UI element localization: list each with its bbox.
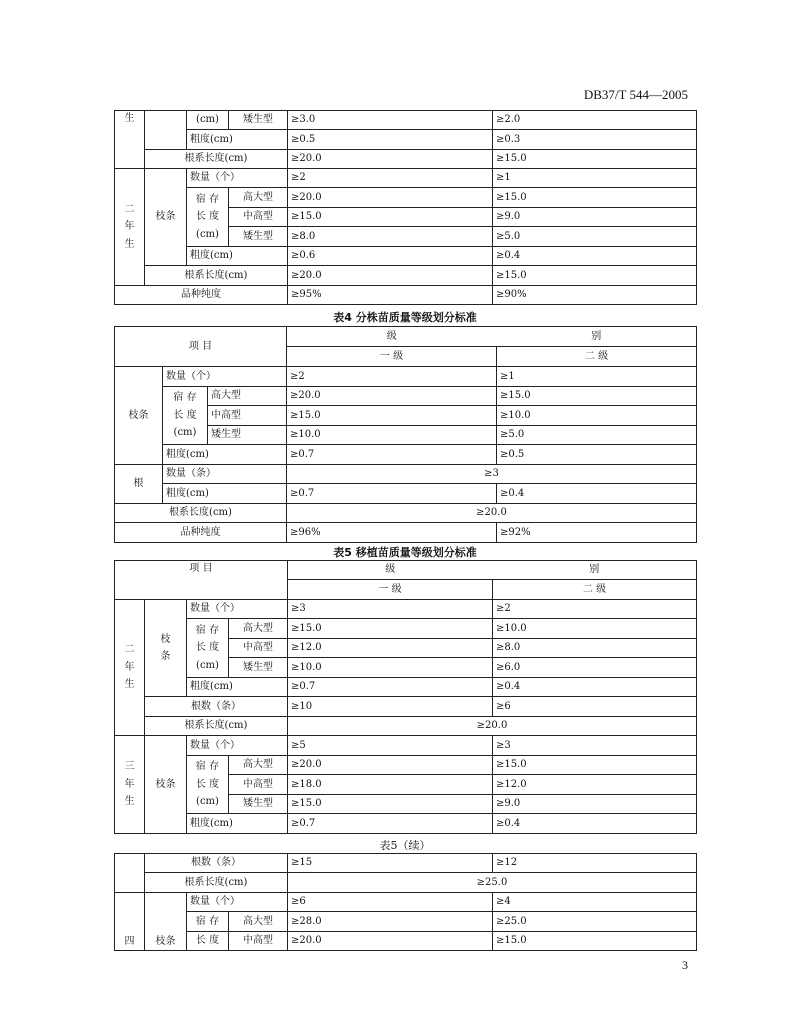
value-cell: ≥15.0 — [493, 266, 697, 286]
age-char: 生 — [124, 238, 135, 250]
count-label: 数量（个） — [163, 367, 287, 387]
thickness-label: 粗度(cm) — [163, 445, 287, 465]
count-label: 数量（个） — [187, 600, 288, 619]
value-cell: ≥15.0 — [493, 188, 697, 208]
value-cell: ≥6 — [288, 893, 493, 912]
count-label: 数量（个） — [187, 893, 288, 912]
medium-type-label: 中高型 — [229, 932, 288, 951]
label-line: (cm) — [196, 228, 219, 240]
label-line: 长 度 — [173, 409, 197, 421]
thickness-label: 粗度(cm) — [187, 247, 288, 266]
value-cell: ≥15 — [288, 854, 493, 873]
value-cell: ≥10.0 — [497, 406, 697, 426]
label-line: 长 度 — [195, 642, 220, 654]
label-line: 长 度 — [195, 211, 220, 223]
age-char: 二 — [124, 203, 135, 215]
value-cell: ≥0.5 — [497, 445, 697, 465]
blank-cell — [115, 854, 145, 893]
value-cell: ≥9.0 — [493, 795, 697, 814]
value-cell: ≥0.6 — [288, 247, 493, 266]
medium-type-label: 中高型 — [229, 775, 288, 795]
table-4 — [114, 326, 697, 543]
value-cell: ≥6 — [493, 697, 697, 717]
age-char: 生 — [124, 679, 135, 691]
value-cell: ≥0.7 — [287, 445, 497, 465]
value-cell: ≥0.4 — [493, 247, 697, 266]
value-cell: ≥20.0 — [288, 150, 493, 169]
value-cell: ≥3 — [287, 465, 697, 484]
root-count-label: 根数（条） — [145, 854, 288, 873]
length-label: 长 度 — [187, 932, 229, 951]
label-line: 宿 存 — [195, 761, 220, 773]
value-cell: ≥15.0 — [288, 795, 493, 814]
root-length-label: 根系长度(cm) — [115, 504, 287, 523]
retained-label: 宿 存 — [187, 912, 229, 932]
value-cell: ≥20.0 — [288, 932, 493, 951]
count-label: 数量（个） — [187, 169, 288, 188]
tall-type-label: 高大型 — [229, 756, 288, 775]
value-cell: ≥0.4 — [497, 484, 697, 504]
table-5-cont-caption: 表5（续） — [379, 839, 431, 852]
page-number: 3 — [682, 958, 688, 972]
blank-cell — [145, 111, 187, 150]
grade-header: 别 — [497, 327, 697, 347]
value-cell: ≥20.0 — [288, 717, 697, 736]
purity-label: 品种纯度 — [115, 523, 287, 543]
thickness-label: 粗度(cm) — [187, 678, 288, 697]
age-label-two-year — [115, 169, 145, 286]
branch-label: 枝条 — [145, 893, 187, 951]
value-cell: ≥0.4 — [493, 678, 697, 697]
value-cell: ≥1 — [497, 367, 697, 387]
dwarf-type-label: 矮生型 — [229, 111, 288, 130]
grade-one-header: 一 级 — [288, 580, 493, 600]
age-label-one-year: 生 — [115, 111, 145, 169]
value-cell: ≥12.0 — [493, 775, 697, 795]
label-line: (cm) — [196, 796, 219, 808]
table-3-continuation — [114, 110, 697, 305]
value-cell: ≥0.3 — [493, 130, 697, 150]
item-header: 项 目 — [115, 327, 287, 367]
root-count-label: 数量（条） — [163, 465, 287, 484]
value-cell: ≥92% — [497, 523, 697, 543]
label-line: (cm) — [196, 659, 219, 671]
tall-type-label: 高大型 — [229, 619, 288, 639]
table-5 — [114, 560, 697, 834]
value-cell: ≥15.0 — [288, 208, 493, 227]
dwarf-type-label: 矮生型 — [229, 795, 288, 814]
root-thickness-label: 粗度(cm) — [163, 484, 287, 504]
thickness-label: 粗度(cm) — [187, 814, 288, 834]
root-length-label: 根系长度(cm) — [145, 717, 288, 736]
age-label-two-year — [115, 600, 145, 736]
age-char: 三 — [124, 761, 135, 773]
value-cell: ≥28.0 — [288, 912, 493, 932]
value-cell: ≥3 — [288, 600, 493, 619]
value-cell: ≥15.0 — [493, 756, 697, 775]
value-cell: ≥25.0 — [288, 873, 697, 893]
tall-type-label: 高大型 — [208, 387, 287, 406]
branch-char: 枝 — [160, 633, 171, 645]
retained-length-label — [187, 619, 229, 678]
value-cell: ≥5.0 — [497, 426, 697, 445]
retained-length-label — [163, 387, 208, 445]
age-char: 年 — [124, 778, 135, 790]
value-cell: ≥3.0 — [288, 111, 493, 130]
value-cell: ≥20.0 — [288, 188, 493, 208]
label-line: 长 度 — [195, 778, 220, 790]
grade-two-header: 二 级 — [493, 580, 697, 600]
age-label-three-year — [115, 736, 145, 834]
grade-one-header: 一 级 — [287, 347, 497, 367]
medium-type-label: 中高型 — [229, 639, 288, 658]
branch-label — [145, 600, 187, 697]
value-cell: ≥15.0 — [493, 150, 697, 169]
value-cell: ≥5.0 — [493, 227, 697, 247]
value-cell: ≥10.0 — [493, 619, 697, 639]
age-char: 生 — [124, 796, 135, 808]
age-char: 年 — [124, 221, 135, 233]
value-cell: ≥12.0 — [288, 639, 493, 658]
branch-char: 条 — [160, 651, 171, 662]
value-cell: ≥8.0 — [493, 639, 697, 658]
dwarf-type-label: 矮生型 — [229, 658, 288, 678]
tall-type-label: 高大型 — [229, 188, 288, 208]
value-cell: ≥25.0 — [493, 912, 697, 932]
tall-type-label: 高大型 — [229, 912, 288, 932]
root-length-label: 根系长度(cm) — [145, 266, 288, 286]
value-cell: ≥96% — [287, 523, 497, 543]
value-cell: ≥12 — [493, 854, 697, 873]
document-code: DB37/T 544—2005 — [583, 87, 688, 102]
value-cell: ≥20.0 — [288, 756, 493, 775]
value-cell: ≥15.0 — [288, 619, 493, 639]
age-char: 二 — [124, 644, 135, 656]
value-cell: ≥1 — [493, 169, 697, 188]
label-line: 宿 存 — [195, 193, 220, 205]
medium-type-label: 中高型 — [208, 406, 287, 426]
grade-header: 级 — [288, 561, 493, 580]
value-cell: ≥15.0 — [493, 932, 697, 951]
label-line: (cm) — [173, 427, 197, 439]
value-cell: ≥10 — [288, 697, 493, 717]
value-cell: ≥15.0 — [287, 406, 497, 426]
label-line: 宿 存 — [195, 624, 220, 636]
value-cell: ≥20.0 — [287, 504, 697, 523]
value-cell: ≥15.0 — [497, 387, 697, 406]
value-cell: ≥18.0 — [288, 775, 493, 795]
value-cell: ≥6.0 — [493, 658, 697, 678]
thickness-label: 粗度(cm) — [187, 130, 288, 150]
root-length-label: 根系长度(cm) — [145, 150, 288, 169]
purity-label: 品种纯度 — [115, 286, 288, 305]
value-cell: ≥2 — [288, 169, 493, 188]
item-header: 项 目 — [115, 561, 288, 600]
value-cell: ≥0.7 — [288, 678, 493, 697]
value-cell: ≥10.0 — [287, 426, 497, 445]
root-label: 根 — [115, 465, 163, 504]
branch-label: 枝条 — [145, 169, 187, 266]
value-cell: ≥5 — [288, 736, 493, 756]
value-cell: ≥3 — [493, 736, 697, 756]
value-cell: ≥95% — [288, 286, 493, 305]
value-cell: ≥10.0 — [288, 658, 493, 678]
value-cell: ≥2.0 — [493, 111, 697, 130]
value-cell: ≥4 — [493, 893, 697, 912]
value-cell: ≥20.0 — [287, 387, 497, 406]
dwarf-type-label: 矮生型 — [208, 426, 287, 445]
age-char: 年 — [124, 661, 135, 673]
value-cell: ≥20.0 — [288, 266, 493, 286]
grade-two-header: 二 级 — [497, 347, 697, 367]
label-line: 宿 存 — [173, 392, 197, 404]
unit-label: (cm) — [187, 111, 229, 130]
dwarf-type-label: 矮生型 — [229, 227, 288, 247]
table-5-continued — [114, 853, 697, 951]
value-cell: ≥2 — [287, 367, 497, 387]
grade-header: 级 — [287, 327, 497, 347]
table-5-caption: 表5 移植苗质量等级划分标准 — [333, 546, 477, 559]
value-cell: ≥8.0 — [288, 227, 493, 247]
age-label-four-year: 四 — [115, 893, 145, 951]
table-4-caption: 表4 分株苗质量等级划分标准 — [333, 311, 477, 324]
value-cell: ≥9.0 — [493, 208, 697, 227]
value-cell: ≥2 — [493, 600, 697, 619]
medium-type-label: 中高型 — [229, 208, 288, 227]
grade-header: 别 — [493, 561, 697, 580]
root-count-label: 根数（条） — [145, 697, 288, 717]
retained-length-label — [187, 188, 229, 247]
retained-length-label — [187, 756, 229, 814]
value-cell: ≥0.5 — [288, 130, 493, 150]
root-length-label: 根系长度(cm) — [145, 873, 288, 893]
value-cell: ≥0.7 — [287, 484, 497, 504]
value-cell: ≥0.4 — [493, 814, 697, 834]
value-cell: ≥0.7 — [288, 814, 493, 834]
value-cell: ≥90% — [493, 286, 697, 305]
branch-label: 枝条 — [145, 736, 187, 834]
branch-label: 枝条 — [115, 367, 163, 465]
count-label: 数量（个） — [187, 736, 288, 756]
